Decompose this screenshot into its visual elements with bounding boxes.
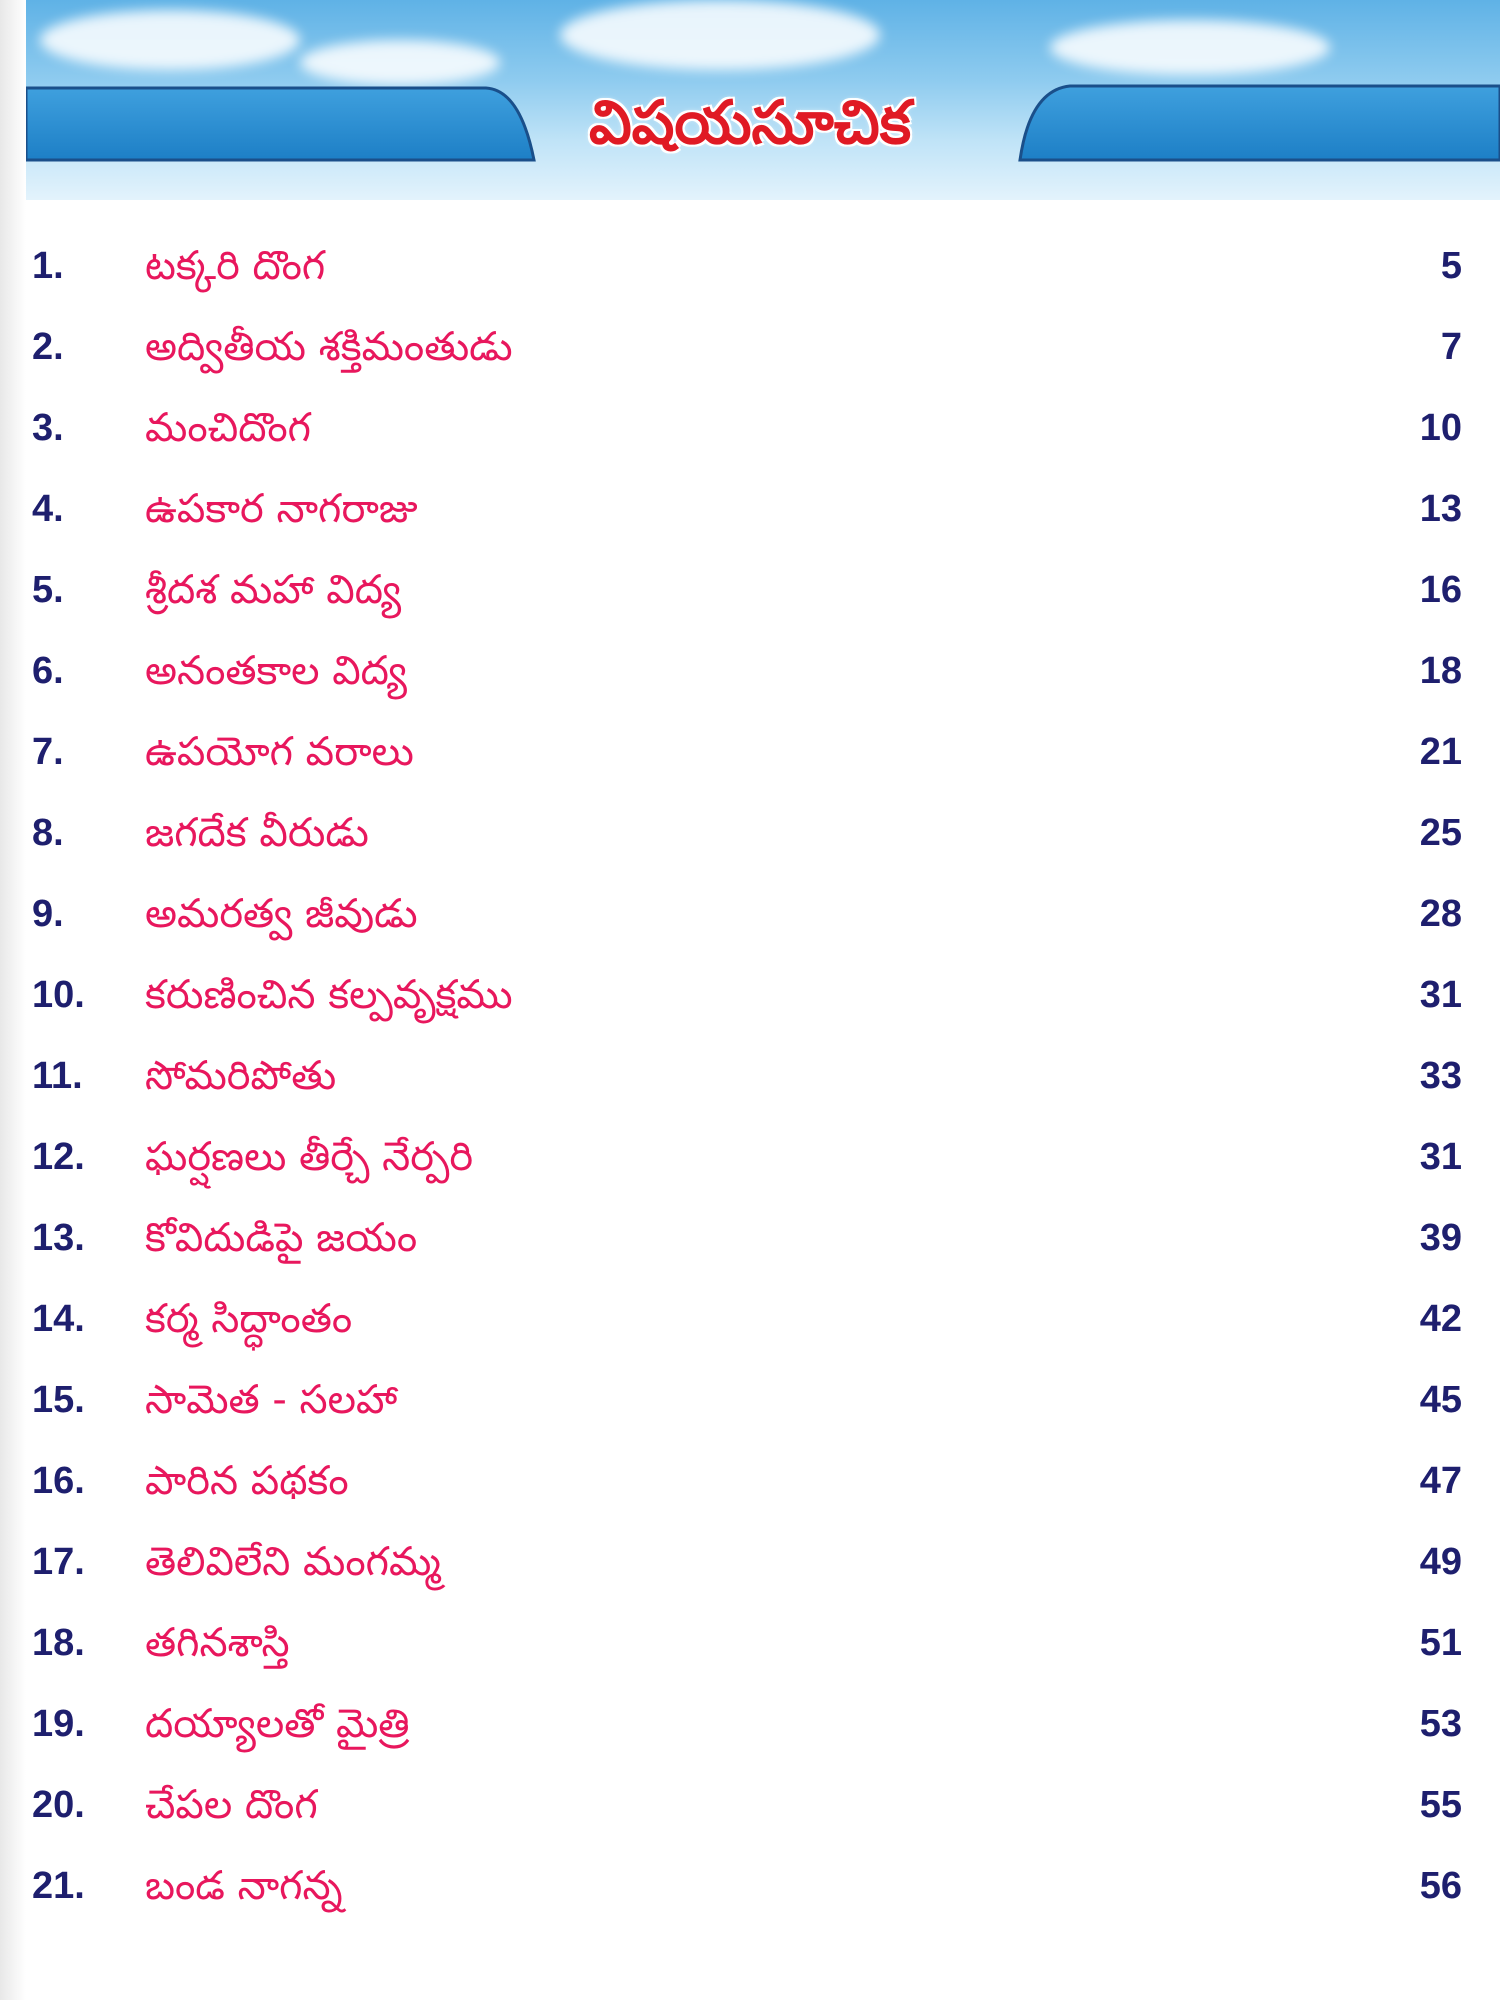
- toc-number: 7.: [32, 731, 64, 773]
- toc-row[interactable]: [32, 1279, 1472, 1360]
- toc-number: 1.: [32, 245, 64, 287]
- toc-title: సామెత - సలహా: [145, 1377, 398, 1423]
- toc-row[interactable]: [32, 226, 1472, 307]
- toc-page-number: 33: [1419, 1055, 1462, 1097]
- toc-title: కోవిదుడిపై జయం: [145, 1215, 418, 1261]
- toc-page-number: 5: [1440, 245, 1462, 287]
- toc-number: 5.: [32, 569, 64, 611]
- toc-page-number: 47: [1419, 1460, 1462, 1502]
- toc-number: 8.: [32, 812, 64, 854]
- toc-row[interactable]: [32, 307, 1472, 388]
- toc-row[interactable]: [32, 1603, 1472, 1684]
- toc-title: అమరత్వ జీవుడు: [145, 891, 418, 937]
- toc-row[interactable]: [32, 550, 1472, 631]
- toc-number: 9.: [32, 893, 64, 935]
- toc-title: బండ నాగన్న: [145, 1863, 343, 1909]
- toc-page-number: 45: [1419, 1379, 1462, 1421]
- toc-title: ఘర్షణలు తీర్చే నేర్పరి: [145, 1134, 474, 1180]
- toc-page-number: 49: [1419, 1541, 1462, 1583]
- toc-title: అద్వితీయ శక్తిమంతుడు: [145, 324, 513, 370]
- toc-page-number: 13: [1419, 488, 1462, 530]
- toc-number: 18.: [32, 1622, 85, 1664]
- toc-page-number: 31: [1419, 974, 1462, 1016]
- table-of-contents: [32, 226, 1472, 1927]
- toc-page-number: 21: [1419, 731, 1462, 773]
- toc-page-number: 18: [1419, 650, 1462, 692]
- toc-number: 2.: [32, 326, 64, 368]
- toc-row[interactable]: [32, 793, 1472, 874]
- toc-number: 6.: [32, 650, 64, 692]
- toc-row[interactable]: [32, 469, 1472, 550]
- toc-row[interactable]: [32, 631, 1472, 712]
- toc-number: 3.: [32, 407, 64, 449]
- toc-number: 13.: [32, 1217, 85, 1259]
- toc-row[interactable]: [32, 874, 1472, 955]
- toc-number: 4.: [32, 488, 64, 530]
- toc-row[interactable]: [32, 955, 1472, 1036]
- toc-page-number: 25: [1419, 812, 1462, 854]
- toc-title: పారిన పథకం: [145, 1458, 349, 1504]
- toc-row[interactable]: [32, 1765, 1472, 1846]
- toc-number: 16.: [32, 1460, 85, 1502]
- toc-row[interactable]: [32, 1360, 1472, 1441]
- toc-page-number: 16: [1419, 569, 1462, 611]
- toc-page-number: 55: [1419, 1784, 1462, 1826]
- toc-row[interactable]: [32, 1846, 1472, 1927]
- toc-page-number: 39: [1419, 1217, 1462, 1259]
- page-left-edge: [0, 0, 26, 2000]
- toc-page-number: 10: [1419, 407, 1462, 449]
- toc-row[interactable]: [32, 1036, 1472, 1117]
- toc-title: చేపల దొంగ: [145, 1782, 318, 1828]
- toc-page-number: 51: [1419, 1622, 1462, 1664]
- toc-page-number: 7: [1440, 326, 1462, 368]
- toc-title: ఉపకార నాగరాజు: [145, 486, 418, 532]
- toc-title: మంచిదొంగ: [145, 405, 311, 451]
- toc-row[interactable]: [32, 1198, 1472, 1279]
- toc-title: టక్కరి దొంగ: [145, 243, 326, 289]
- toc-row[interactable]: [32, 1684, 1472, 1765]
- toc-page-number: 56: [1419, 1865, 1462, 1907]
- page-title: విషయసూచిక: [588, 88, 912, 158]
- toc-row[interactable]: [32, 1441, 1472, 1522]
- toc-title: శ్రీదశ మహా విద్య: [145, 567, 402, 613]
- toc-number: 10.: [32, 974, 85, 1016]
- toc-title: సోమరిపోతు: [145, 1053, 337, 1099]
- toc-page-number: 42: [1419, 1298, 1462, 1340]
- toc-page-number: 28: [1419, 893, 1462, 935]
- toc-page-number: 31: [1419, 1136, 1462, 1178]
- toc-number: 21.: [32, 1865, 85, 1907]
- toc-row[interactable]: [32, 1117, 1472, 1198]
- toc-row[interactable]: [32, 712, 1472, 793]
- toc-title: తెలివిలేని మంగమ్మ: [145, 1539, 441, 1585]
- toc-title: కరుణించిన కల్పవృక్షము: [145, 972, 513, 1018]
- toc-title: అనంతకాల విద్య: [145, 648, 407, 694]
- toc-number: 20.: [32, 1784, 85, 1826]
- toc-number: 15.: [32, 1379, 85, 1421]
- toc-title: దయ్యాలతో మైత్రి: [145, 1701, 410, 1747]
- toc-row[interactable]: [32, 1522, 1472, 1603]
- toc-title: కర్మ సిద్ధాంతం: [145, 1296, 353, 1342]
- toc-title: తగినశాస్తి: [145, 1620, 290, 1666]
- toc-number: 12.: [32, 1136, 85, 1178]
- toc-number: 19.: [32, 1703, 85, 1745]
- toc-row[interactable]: [32, 388, 1472, 469]
- toc-number: 14.: [32, 1298, 85, 1340]
- toc-page-number: 53: [1419, 1703, 1462, 1745]
- toc-title: జగదేక వీరుడు: [145, 810, 369, 856]
- toc-number: 17.: [32, 1541, 85, 1583]
- toc-number: 11.: [32, 1055, 83, 1097]
- toc-title: ఉపయోగ వరాలు: [145, 729, 414, 775]
